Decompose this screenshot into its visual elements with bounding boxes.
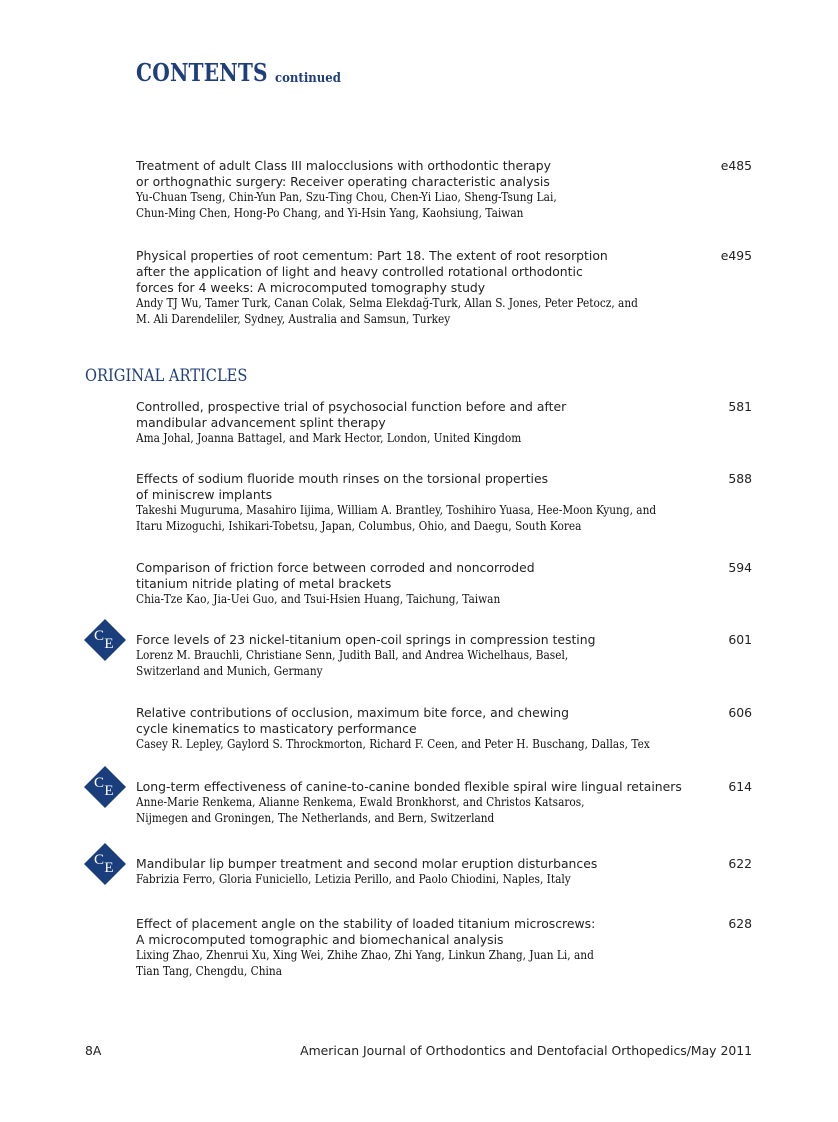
- article-title[interactable]: Mandibular lip bumper treatment and second molar eruption disturbances: [136, 856, 598, 871]
- article-authors: Lorenz M. Brauchli, Christiane Senn, Judith Ball, and Andrea Wichelhaus, Basel, Switzerland and Munich, Germany: [136, 648, 569, 678]
- section-heading: ORIGINAL ARTICLES: [85, 366, 248, 386]
- article-authors: Ama Johal, Joanna Battagel, and Mark Hector, London, United Kingdom: [136, 431, 522, 445]
- page-subtitle: continued: [275, 71, 341, 86]
- footer-page-label: 8A: [85, 1043, 102, 1058]
- article-authors: Anne-Marie Renkema, Alianne Renkema, Ewald Bronkhorst, and Christos Katsaros, Nijmegen and Groningen, The Netherlands, and Bern, Switzerland: [136, 795, 585, 825]
- toc-entry[interactable]: [136, 916, 752, 979]
- article-title[interactable]: Relative contributions of occlusion, maximum bite force, and chewing cycle kinematics to masticatory performance: [136, 705, 569, 736]
- ce-credit-icon: [83, 618, 127, 662]
- article-authors: Fabrizia Ferro, Gloria Funiciello, Letizia Perillo, and Paolo Chiodini, Naples, Italy: [136, 872, 571, 886]
- ce-letter-e: E: [104, 636, 114, 652]
- page-number: 594: [728, 560, 752, 575]
- article-title[interactable]: Effects of sodium fluoride mouth rinses on the torsional properties of miniscrew implants: [136, 471, 549, 502]
- article-title[interactable]: Comparison of friction force between corroded and noncorroded titanium nitride plating of metal brackets: [136, 560, 535, 591]
- article-authors: Casey R. Lepley, Gaylord S. Throckmorton, Richard F. Ceen, and Peter H. Buschang, Dallas, Tex: [136, 737, 650, 751]
- ce-letter-c: C: [93, 775, 105, 791]
- page-number: 588: [728, 471, 752, 486]
- article-authors: Takeshi Muguruma, Masahiro Iijima, William A. Brantley, Toshihiro Yuasa, Hee-Moon Kyung, and Itaru Mizoguchi, Ishikari-Tobetsu, Japan, Columbus, Ohio, and Daegu, South Korea: [136, 503, 657, 533]
- page-number: 601: [728, 632, 752, 647]
- page-number: 581: [728, 399, 752, 414]
- toc-entry[interactable]: [136, 248, 752, 327]
- ce-credit-icon: [83, 765, 127, 809]
- ce-letter-e: E: [104, 783, 114, 799]
- toc-entry[interactable]: [136, 632, 752, 679]
- toc-entry[interactable]: [136, 471, 752, 534]
- article-title[interactable]: Physical properties of root cementum: Part 18. The extent of root resorption after the application of light and heavy controlled rotational orthodontic forces for 4 weeks: A microcomputed tomography study: [136, 248, 608, 295]
- article-authors: Lixing Zhao, Zhenrui Xu, Xing Wei, Zhihe Zhao, Zhi Yang, Linkun Zhang, Juan Li, and Tian Tang, Chengdu, China: [136, 948, 594, 978]
- toc-entry[interactable]: [136, 399, 752, 447]
- page-number: 614: [728, 779, 752, 794]
- ce-credit-icon: [83, 842, 127, 886]
- article-authors: Chia-Tze Kao, Jia-Uei Guo, and Tsui-Hsien Huang, Taichung, Taiwan: [136, 592, 501, 606]
- page-number: 606: [728, 705, 752, 720]
- ce-letter-e: E: [104, 860, 114, 876]
- article-title[interactable]: Effect of placement angle on the stability of loaded titanium microscrews: A microcomputed tomographic and biomechanical analysis: [136, 916, 596, 947]
- toc-entry[interactable]: [136, 779, 752, 826]
- toc-entry[interactable]: [136, 856, 752, 888]
- article-authors: Andy TJ Wu, Tamer Turk, Canan Colak, Selma Elekdağ-Turk, Allan S. Jones, Peter Petocz, and M. Ali Darendeliler, Sydney, Australia and Samsun, Turkey: [136, 296, 638, 326]
- page-number: 622: [728, 856, 752, 871]
- article-title[interactable]: Long-term effectiveness of canine-to-canine bonded flexible spiral wire lingual retainers: [136, 779, 682, 794]
- page-number: e485: [720, 158, 752, 173]
- article-title[interactable]: Treatment of adult Class III malocclusions with orthodontic therapy or orthognathic surgery: Receiver operating characteristic analysis: [136, 158, 551, 189]
- toc-entry[interactable]: [136, 560, 752, 608]
- article-title[interactable]: Force levels of 23 nickel-titanium open-coil springs in compression testing: [136, 632, 596, 647]
- page-number: 628: [728, 916, 752, 931]
- footer-journal: American Journal of Orthodontics and Dentofacial Orthopedics/May 2011: [300, 1043, 752, 1058]
- ce-letter-c: C: [93, 628, 105, 644]
- toc-entry[interactable]: [136, 158, 752, 221]
- article-title[interactable]: Controlled, prospective trial of psychosocial function before and after mandibular advancement splint therapy: [136, 399, 567, 430]
- article-authors: Yu-Chuan Tseng, Chin-Yun Pan, Szu-Ting Chou, Chen-Yi Liao, Sheng-Tsung Lai, Chun-Ming Chen, Hong-Po Chang, and Yi-Hsin Yang, Kaohsiung, Taiwan: [136, 190, 557, 220]
- ce-letter-c: C: [93, 852, 105, 868]
- page-title: CONTENTS: [136, 58, 268, 87]
- page-number: e495: [720, 248, 752, 263]
- toc-entry[interactable]: [136, 705, 752, 753]
